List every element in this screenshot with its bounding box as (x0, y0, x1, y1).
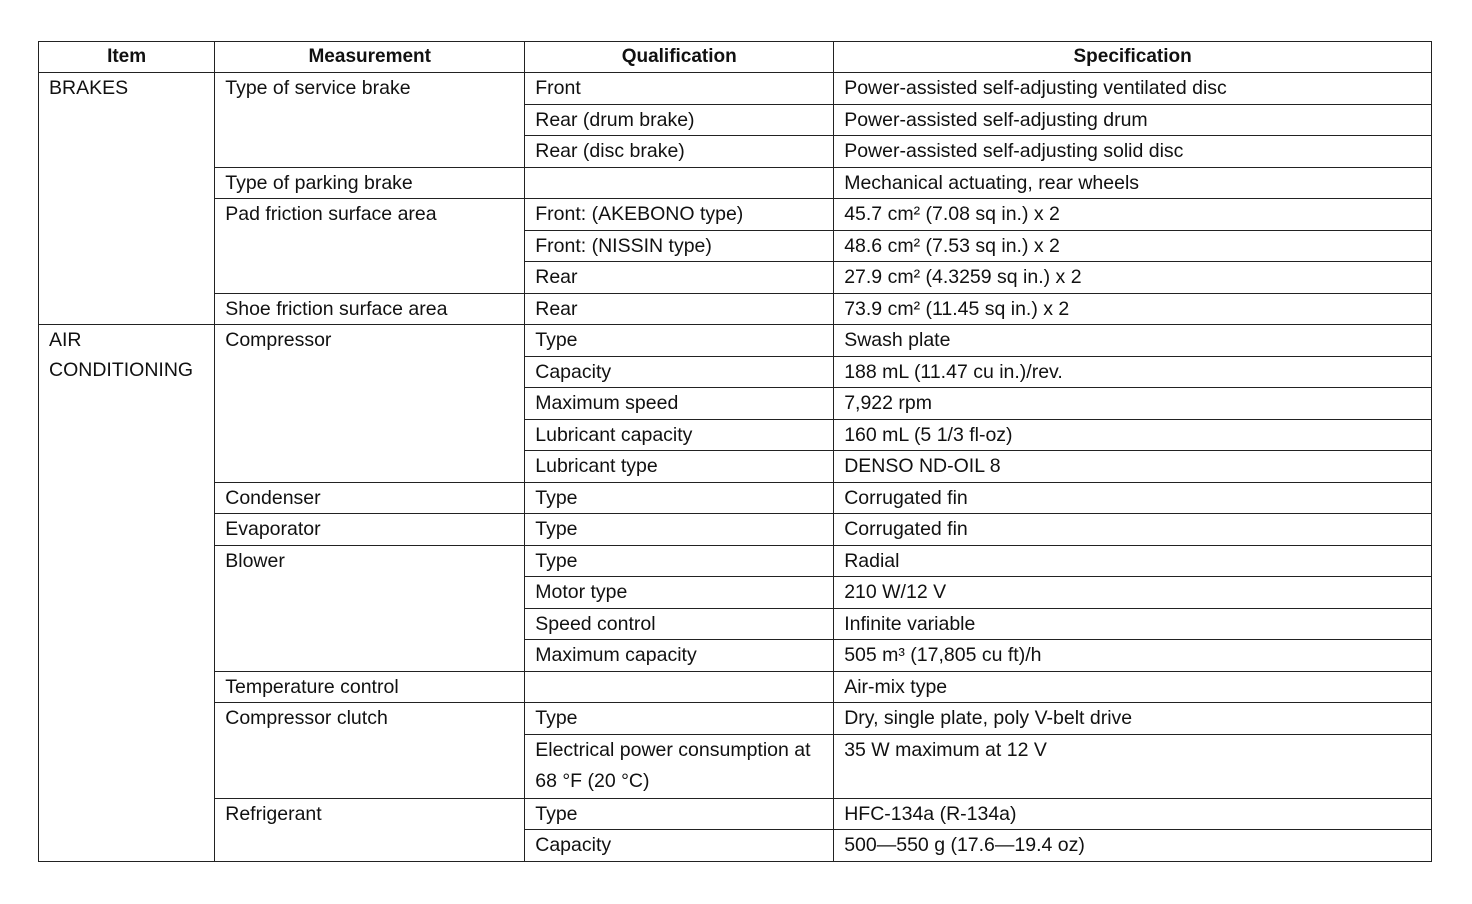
qualification-cell: Speed control (525, 608, 834, 640)
header-qualification: Qualification (525, 42, 834, 73)
specification-cell: 505 m³ (17,805 cu ft)/h (834, 640, 1432, 672)
item-brakes: BRAKES (39, 73, 215, 325)
qualification-cell: Lubricant capacity (525, 419, 834, 451)
measurement-cell: Compressor clutch (215, 703, 525, 799)
table-row (39, 671, 1432, 703)
measurement-cell: Refrigerant (215, 798, 525, 861)
qualification-cell: Type (525, 514, 834, 546)
specification-cell: Dry, single plate, poly V-belt drive (834, 703, 1432, 735)
qualification-cell: Front: (NISSIN type) (525, 230, 834, 262)
table-row (39, 167, 1432, 199)
header-item: Item (39, 42, 215, 73)
qualification-cell: Maximum speed (525, 388, 834, 420)
qualification-cell: Front (525, 73, 834, 105)
specification-cell: 45.7 cm² (7.08 sq in.) x 2 (834, 199, 1432, 231)
specification-cell: 188 mL (11.47 cu in.)/rev. (834, 356, 1432, 388)
specification-cell: 73.9 cm² (11.45 sq in.) x 2 (834, 293, 1432, 325)
qualification-cell: Capacity (525, 356, 834, 388)
specification-cell: 210 W/12 V (834, 577, 1432, 609)
measurement-cell: Blower (215, 545, 525, 671)
measurement-cell: Type of service brake (215, 73, 525, 168)
specification-cell: Power-assisted self-adjusting drum (834, 104, 1432, 136)
qualification-cell (525, 671, 834, 703)
specification-cell: Radial (834, 545, 1432, 577)
measurement-cell: Temperature control (215, 671, 525, 703)
specification-cell: 27.9 cm² (4.3259 sq in.) x 2 (834, 262, 1432, 294)
table-row (39, 703, 1432, 735)
header-measurement: Measurement (215, 42, 525, 73)
table-row (39, 482, 1432, 514)
specification-cell: Corrugated fin (834, 514, 1432, 546)
measurement-cell: Condenser (215, 482, 525, 514)
table-row (39, 73, 1432, 105)
qualification-cell: Rear (drum brake) (525, 104, 834, 136)
table-row (39, 325, 1432, 357)
specification-cell: HFC-134a (R-134a) (834, 798, 1432, 830)
specification-cell: 500—550 g (17.6—19.4 oz) (834, 830, 1432, 862)
qualification-cell: Lubricant type (525, 451, 834, 483)
header-row (39, 42, 1432, 73)
table-row (39, 514, 1432, 546)
specification-cell: Power-assisted self-adjusting solid disc (834, 136, 1432, 168)
qualification-cell: Maximum capacity (525, 640, 834, 672)
qualification-cell: Front: (AKEBONO type) (525, 199, 834, 231)
qualification-cell: Rear (525, 293, 834, 325)
specification-table (38, 41, 1432, 862)
qualification-cell: Type (525, 545, 834, 577)
measurement-cell: Evaporator (215, 514, 525, 546)
qualification-cell: Type (525, 703, 834, 735)
qualification-cell: Electrical power consumption at 68 °F (20 °C) (525, 734, 834, 798)
table-row (39, 545, 1432, 577)
specification-cell: DENSO ND-OIL 8 (834, 451, 1432, 483)
specification-cell: 160 mL (5 1/3 fl-oz) (834, 419, 1432, 451)
qualification-cell: Motor type (525, 577, 834, 609)
qualification-cell (525, 167, 834, 199)
specification-cell: Power-assisted self-adjusting ventilated disc (834, 73, 1432, 105)
specification-cell: Swash plate (834, 325, 1432, 357)
qualification-cell: Capacity (525, 830, 834, 862)
qualification-cell: Type (525, 482, 834, 514)
specification-cell: 35 W maximum at 12 V (834, 734, 1432, 798)
measurement-cell: Type of parking brake (215, 167, 525, 199)
specification-cell: Mechanical actuating, rear wheels (834, 167, 1432, 199)
qualification-cell: Rear (525, 262, 834, 294)
qualification-cell: Type (525, 798, 834, 830)
table-row (39, 798, 1432, 830)
table-row (39, 199, 1432, 231)
measurement-cell: Pad friction surface area (215, 199, 525, 294)
measurement-cell: Shoe friction surface area (215, 293, 525, 325)
specification-cell: 7,922 rpm (834, 388, 1432, 420)
qualification-cell: Rear (disc brake) (525, 136, 834, 168)
table-row (39, 293, 1432, 325)
header-specification: Specification (834, 42, 1432, 73)
specification-cell: Corrugated fin (834, 482, 1432, 514)
measurement-cell: Compressor (215, 325, 525, 483)
specification-cell: Infinite variable (834, 608, 1432, 640)
qualification-cell: Type (525, 325, 834, 357)
specification-cell: Air-mix type (834, 671, 1432, 703)
specification-cell: 48.6 cm² (7.53 sq in.) x 2 (834, 230, 1432, 262)
item-air-conditioning: AIR CONDITIONING (39, 325, 215, 862)
